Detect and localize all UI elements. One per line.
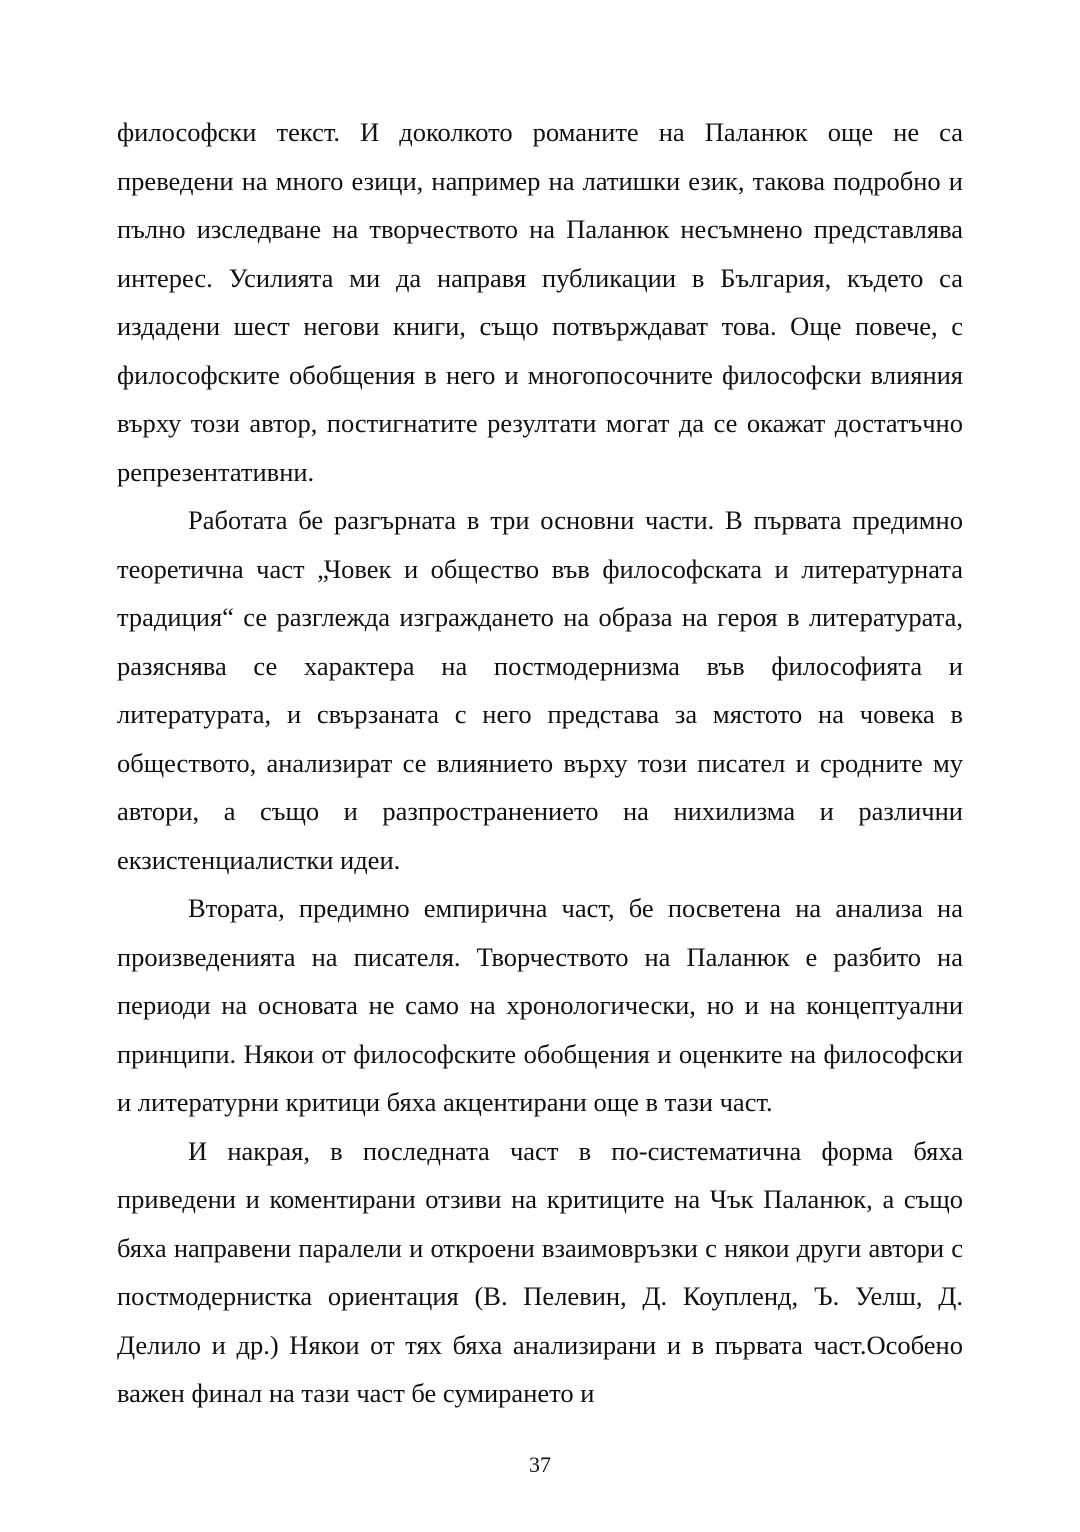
paragraph-3: Втората, предимно емпирична част, бе посветена на анализа на произведенията на писателя. Творчеството на Паланюк е разбито на периоди на основата не само на хронологически, но и на концептуални принципи. Някои от философските обобщения и оценките на философски и литературни критици бяха акцентирани още в тази част. <box>117 893 963 1117</box>
paragraph-4: И накрая, в последната част в по-систематична форма бяха приведени и коментирани отзиви на критиците на Чък Паланюк, а също бяха направени паралели и откроени взаимовръзки с някои други автори с постмодернистка ориентация (В. Пелевин, Д. Коупленд, Ъ. Уелш, Д. Делило и др.) Някои от тях бяха анализирани и в първата част.Особено важен финал на тази част бе сумирането и <box>117 1135 963 1408</box>
body-text <box>117 108 963 1418</box>
paragraph-1: философски текст. И доколкото романите на Паланюк още не са преведени на много езици, например на латишки език, такова подробно и пълно изследване на творчеството на Паланюк несъмнено представлява интерес. Усилията ми да направя публикации в България, където са издадени шест негови книги, също потвърждават това. Още повече, с философските обобщения в него и многопосочните философски влияния върху този автор, постигнатите резултати могат да се окажат достатъчно репрезентативни. <box>117 117 963 487</box>
page-number: 37 <box>529 1452 551 1477</box>
paragraph-2: Работата бе разгърната в три основни части. В първата предимно теоретична част „Човек и общество във философската и литературната традиция“ се разглежда изграждането на образа на героя в литературата, разяснява се характера на постмодернизма във философията и литературата, и свързаната с него представа за мястото на човека в обществото, анализират се влиянието върху този писател и сродните му автори, а също и разпространението на нихилизма и различни екзистенциалистки идеи. <box>117 505 963 875</box>
